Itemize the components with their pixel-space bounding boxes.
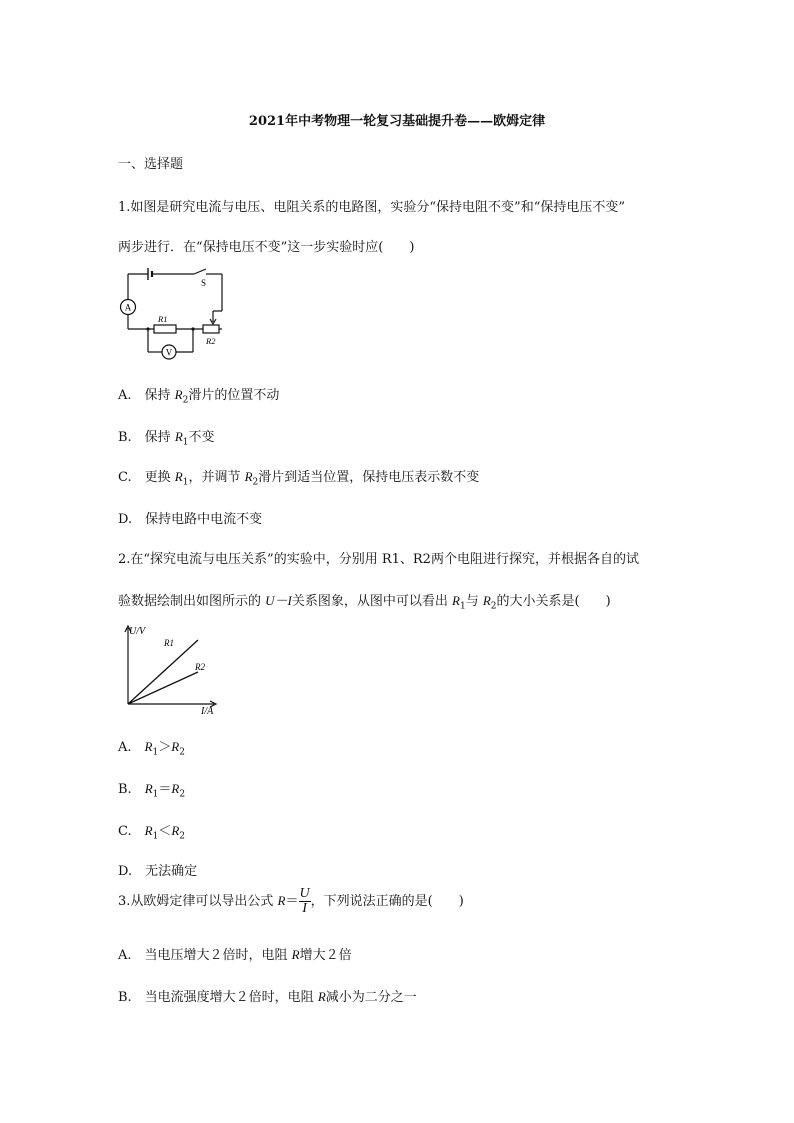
series-line-r1 xyxy=(128,640,198,704)
q2-u-i-graph xyxy=(118,620,230,714)
q2-stem-line1: 2.在“探究电流与电压关系”的实验中，分别用 R1、R2两个电阻进行探究，并根据各自的试 xyxy=(118,552,639,567)
q1-option-c: C. 更换 $R_1$，并调节 $R_2$滑片到适当位置，保持电压表示数不变 xyxy=(118,469,480,488)
r2-label: R2 xyxy=(206,336,216,346)
voltmeter-label: V xyxy=(165,347,173,358)
x-axis-label: I/A xyxy=(201,706,214,714)
q2-stem-line2: 验数据绘制出如图所示的 U－I关系图象，从图中可以看出 $R_1$与 $R_2$的大小关系是( ) xyxy=(118,593,611,612)
section-heading: 一、选择题 xyxy=(118,157,184,172)
ammeter-label: A xyxy=(124,302,132,313)
q2-option-b: B. $R_1=R_2$ xyxy=(118,781,186,800)
r1-label: R1 xyxy=(158,314,168,324)
series-line-r2 xyxy=(128,672,198,704)
formula-fraction: $\frac{U}{I}$ xyxy=(299,886,310,916)
q1-stem-line2: 两步进行．在“保持电压不变”这一步实验时应( ) xyxy=(118,240,415,255)
q1-option-b: B. 保持 $R_1$不变 xyxy=(118,429,215,448)
q1-option-a: A. 保持 $R_2$滑片的位置不动 xyxy=(118,387,280,406)
q3-stem: 3.从欧姆定律可以导出公式 R＝ $\frac{U}{I}$ ，下列说法正确的是( ) xyxy=(118,886,464,916)
q2-option-a: A. $R_1>R_2$ xyxy=(118,739,185,758)
q3-option-a: A. 当电压增大２倍时，电阻 R增大２倍 xyxy=(118,947,352,963)
q1-circuit-diagram xyxy=(118,264,230,360)
q3-option-b: B. 当电流强度增大２倍时，电阻 R减小为二分之一 xyxy=(118,989,417,1005)
q1-stem-line1: 1.如图是研究电流与电压、电阻关系的电路图，实验分“保持电阻不变”和“保持电压不变” xyxy=(118,200,625,215)
r1-line-label: R1 xyxy=(164,638,174,648)
switch-label: S xyxy=(201,278,207,288)
r2-line-label: R2 xyxy=(195,662,205,672)
junction-dot xyxy=(146,327,149,330)
switch-blade xyxy=(194,269,206,274)
junction-dot xyxy=(191,327,194,330)
q2-option-d: D. 无法确定 xyxy=(118,864,198,879)
y-axis-label: U/V xyxy=(129,626,146,637)
r2-rheostat xyxy=(203,325,219,333)
q1-option-d: D. 保持电路中电流不变 xyxy=(118,512,263,527)
r1-resistor xyxy=(154,325,176,333)
q2-option-c: C. $R_1<R_2$ xyxy=(118,823,186,842)
document-title: 2021年中考物理一轮复习基础提升卷——欧姆定律 xyxy=(248,114,546,129)
